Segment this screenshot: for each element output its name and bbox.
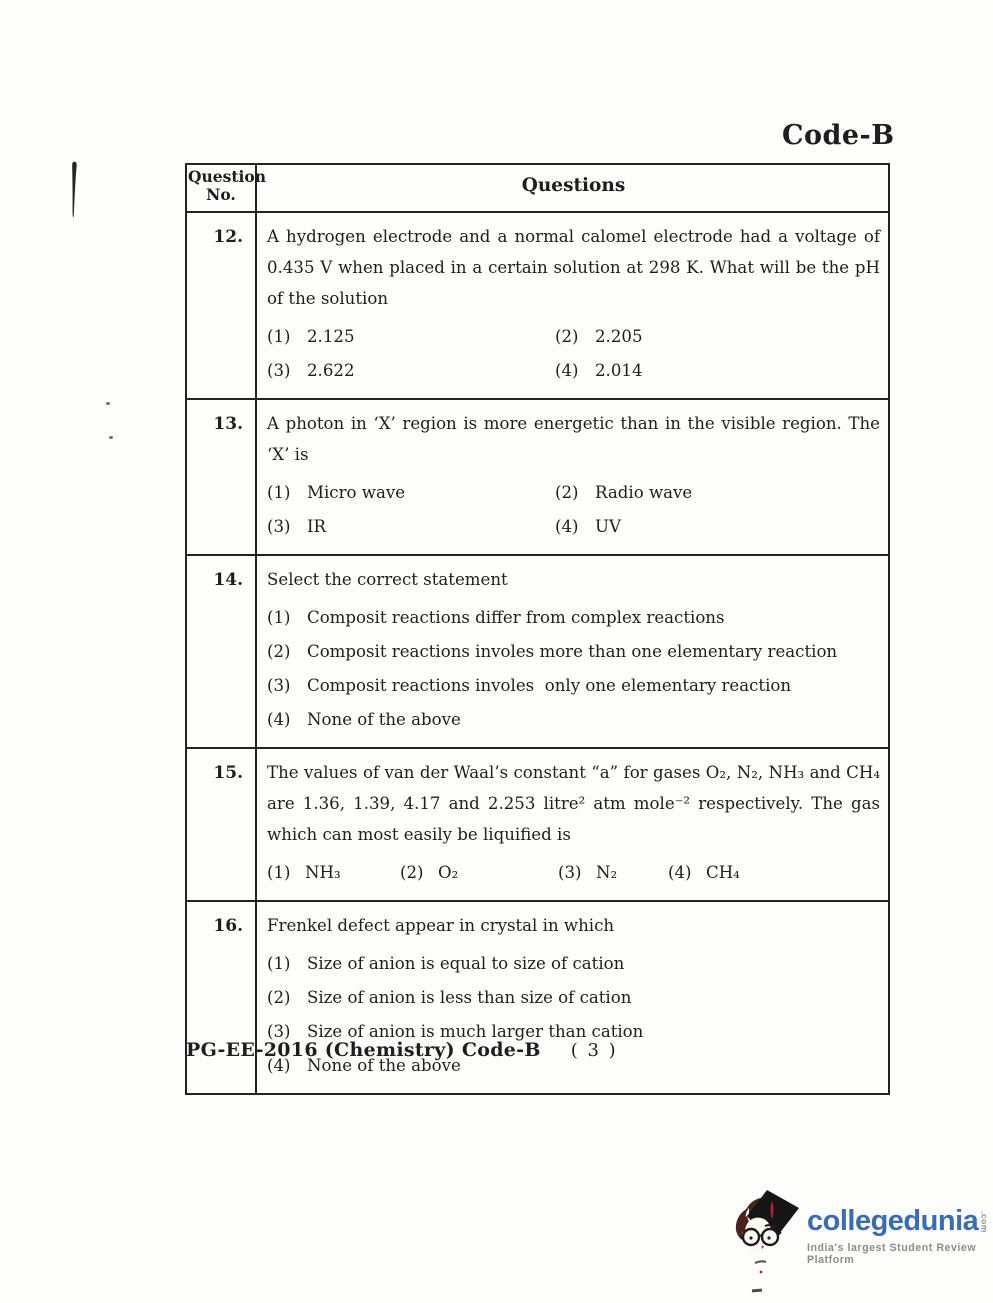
option-label: (2) bbox=[555, 327, 579, 346]
question-row-12 bbox=[187, 211, 888, 398]
page-footer bbox=[186, 1039, 618, 1061]
option-text: Composit reactions involes only one elementary reaction bbox=[307, 676, 792, 695]
option-label: (1) bbox=[267, 863, 291, 882]
collegedunia-brand-text: collegedunia bbox=[807, 1205, 979, 1237]
option bbox=[555, 354, 880, 388]
option-text: 2.205 bbox=[595, 327, 643, 346]
option-text: Size of anion is much larger than cation bbox=[307, 1022, 644, 1041]
options bbox=[267, 601, 880, 737]
option-text: 2.622 bbox=[307, 361, 355, 380]
option bbox=[267, 856, 400, 890]
option-label: (4) bbox=[555, 517, 579, 536]
question-number: 16. bbox=[187, 902, 257, 1093]
question-text: The values of van der Waal’s constant “a” for gases O₂, N₂, NH₃ and CH₄ are 1.36, 1.39, 4.17 and 2.253 litre² atm mole⁻² respectively. The gas which can most easily be liquified is bbox=[267, 763, 880, 844]
option bbox=[267, 354, 555, 388]
collegedunia-tagline: India's largest Student Review Platform bbox=[807, 1242, 977, 1266]
option-text: N₂ bbox=[596, 863, 618, 882]
option bbox=[267, 669, 880, 703]
option bbox=[555, 320, 880, 354]
option-label: (3) bbox=[267, 361, 291, 380]
option-label: (1) bbox=[267, 327, 291, 346]
question-row-14 bbox=[187, 554, 888, 747]
question-text: Frenkel defect appear in crystal in which bbox=[267, 916, 615, 935]
option bbox=[267, 947, 880, 981]
question-no-header-line2: No. bbox=[206, 185, 236, 204]
option bbox=[558, 856, 668, 890]
option bbox=[400, 856, 558, 890]
option-label: (4) bbox=[267, 710, 291, 729]
option-label: (3) bbox=[267, 517, 291, 536]
option bbox=[267, 703, 880, 737]
option-text: O₂ bbox=[438, 863, 459, 882]
option bbox=[267, 635, 880, 669]
question-row-15 bbox=[187, 747, 888, 900]
option-text: Size of anion is equal to size of cation bbox=[307, 954, 625, 973]
option-label: (3) bbox=[558, 863, 582, 882]
option-text: 2.014 bbox=[595, 361, 643, 380]
options bbox=[267, 476, 880, 544]
option bbox=[267, 320, 555, 354]
scan-speck bbox=[106, 402, 110, 405]
option bbox=[267, 510, 555, 544]
option bbox=[555, 510, 880, 544]
option-text: None of the above bbox=[307, 1056, 461, 1075]
question-number: 15. bbox=[187, 749, 257, 900]
option-text: NH₃ bbox=[305, 863, 341, 882]
option-text: None of the above bbox=[307, 710, 461, 729]
option-label: (1) bbox=[267, 483, 291, 502]
option-text: IR bbox=[307, 517, 327, 536]
options bbox=[267, 856, 880, 890]
question-text: A hydrogen electrode and a normal calomel electrode had a voltage of 0.435 V when placed in a certain solution at 298 K. What will be the pH of the solution bbox=[267, 227, 880, 308]
collegedunia-logo bbox=[731, 1188, 991, 1288]
option bbox=[668, 856, 740, 890]
option-text: 2.125 bbox=[307, 327, 355, 346]
option-label: (3) bbox=[267, 1022, 291, 1041]
code-label: Code-B bbox=[782, 120, 895, 151]
option-text: Size of anion is less than size of cation bbox=[307, 988, 632, 1007]
option bbox=[267, 476, 555, 510]
option-label: (1) bbox=[267, 954, 291, 973]
collegedunia-mascot-icon bbox=[731, 1188, 805, 1284]
pen-stroke-mark bbox=[70, 160, 80, 220]
collegedunia-tld-text: .com bbox=[979, 1211, 990, 1233]
option-label: (4) bbox=[267, 1056, 291, 1075]
question-no-header bbox=[187, 165, 267, 211]
option-label: (2) bbox=[400, 863, 424, 882]
question-no-header-line1: Question bbox=[188, 167, 267, 186]
option-label: (4) bbox=[668, 863, 692, 882]
scan-speck bbox=[109, 436, 113, 439]
option-label: (2) bbox=[267, 988, 291, 1007]
option-text: CH₄ bbox=[706, 863, 740, 882]
question-row-13 bbox=[187, 398, 888, 554]
question-number: 13. bbox=[187, 400, 257, 554]
option-text: Composit reactions differ from complex reactions bbox=[307, 608, 725, 627]
option-text: Composit reactions involes more than one elementary reaction bbox=[307, 642, 838, 661]
option-label: (3) bbox=[267, 676, 291, 695]
option-label: (2) bbox=[555, 483, 579, 502]
question-number: 14. bbox=[187, 556, 257, 747]
question-table bbox=[185, 163, 890, 1095]
footer-exam-label: PG-EE-2016 (Chemistry) Code-B bbox=[186, 1039, 541, 1061]
option-text: Micro wave bbox=[307, 483, 406, 502]
question-row-16 bbox=[187, 900, 888, 1093]
option-label: (4) bbox=[555, 361, 579, 380]
options bbox=[267, 320, 880, 388]
option-text: Radio wave bbox=[595, 483, 693, 502]
option bbox=[267, 981, 880, 1015]
question-number: 12. bbox=[187, 213, 257, 398]
question-text: A photon in ‘X’ region is more energetic than in the visible region. The ‘X’ is bbox=[267, 414, 880, 464]
option-label: (2) bbox=[267, 642, 291, 661]
option bbox=[267, 601, 880, 635]
questions-header: Questions bbox=[521, 175, 626, 196]
options bbox=[267, 947, 880, 1083]
option bbox=[555, 476, 880, 510]
option-label: (1) bbox=[267, 608, 291, 627]
option-text: UV bbox=[595, 517, 621, 536]
footer-page-number: ( 3 ) bbox=[570, 1040, 618, 1061]
table-header-row bbox=[187, 165, 888, 211]
scan-dash-mark bbox=[752, 1289, 762, 1293]
question-text: Select the correct statement bbox=[267, 570, 508, 589]
